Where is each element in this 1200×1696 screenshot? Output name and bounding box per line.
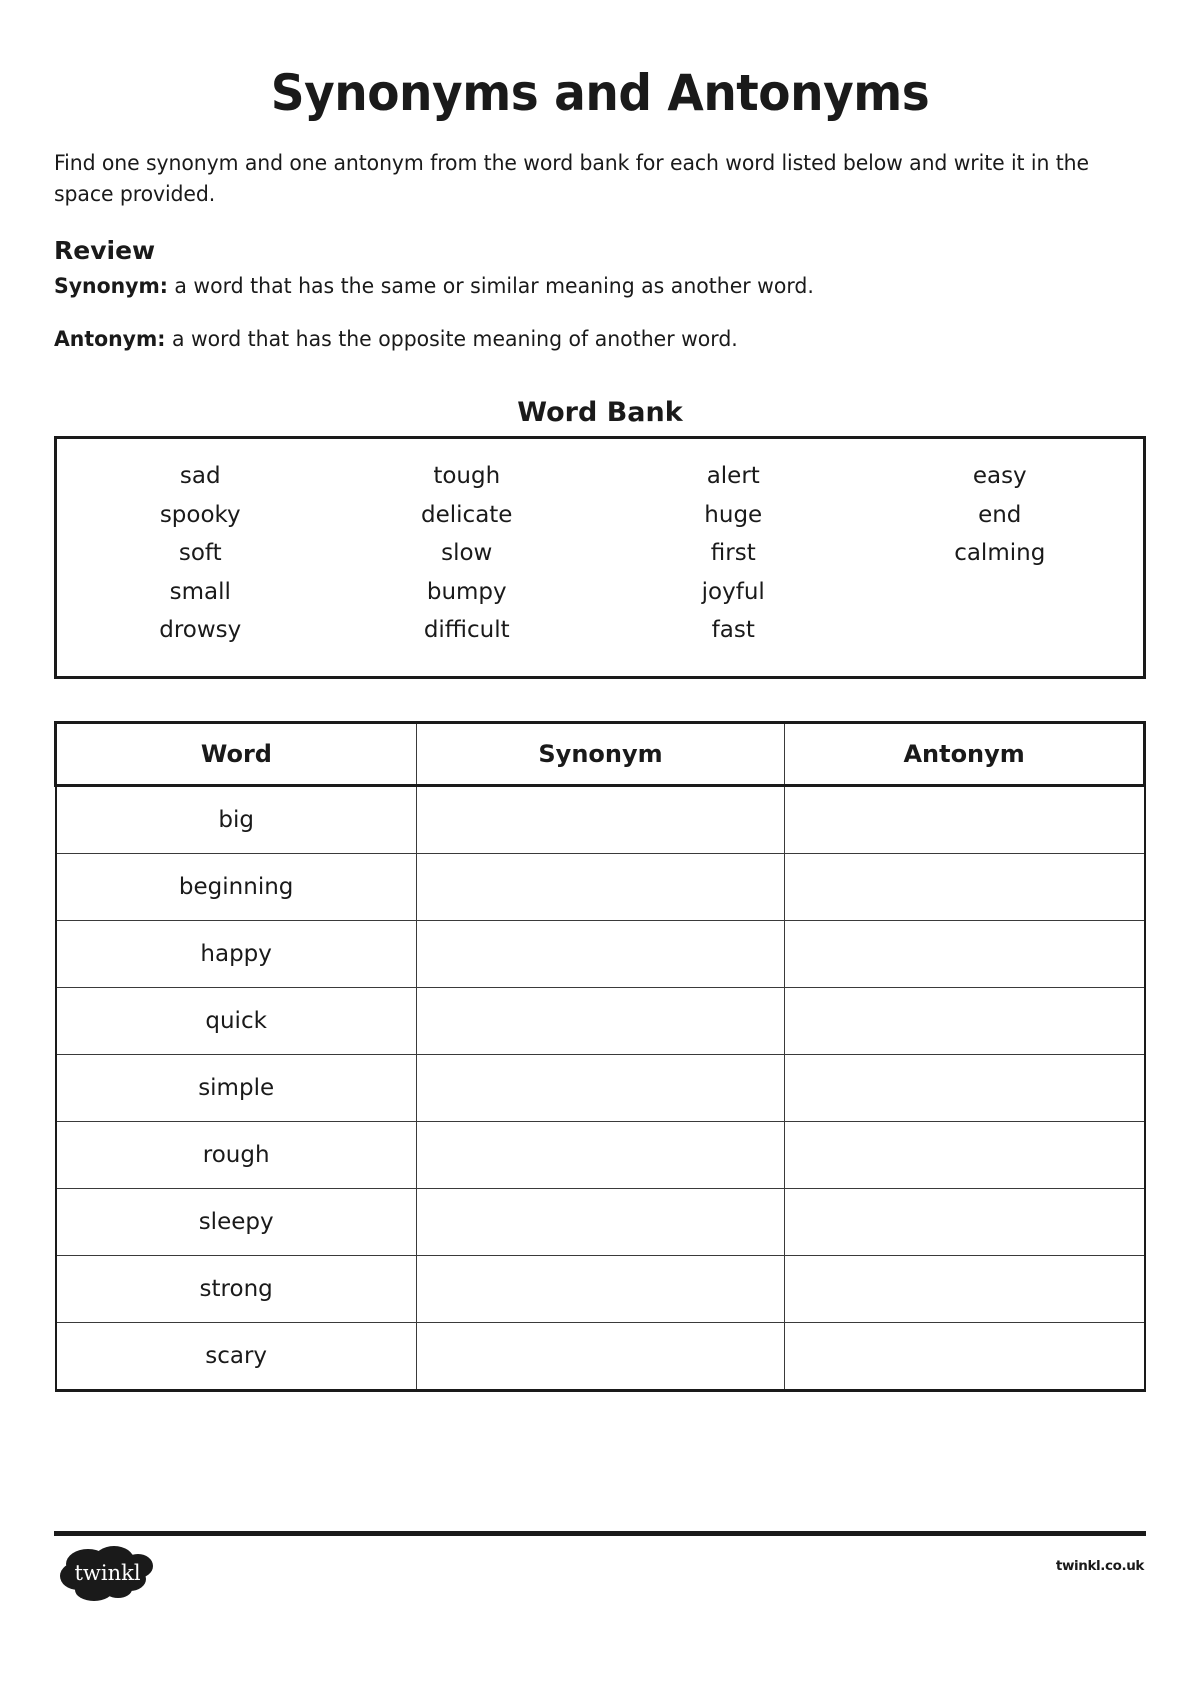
antonym-definition-line xyxy=(54,324,1091,355)
antonym-label: Antonym: xyxy=(54,327,166,353)
antonym-answer-cell[interactable] xyxy=(785,1188,1145,1255)
antonym-definition: a word that has the opposite meaning of another word. xyxy=(165,327,738,353)
word-bank-word: huge xyxy=(704,501,763,528)
table-row xyxy=(56,1054,1145,1121)
word-bank-word: soft xyxy=(178,540,222,567)
antonym-answer-cell[interactable] xyxy=(785,785,1145,853)
table-header xyxy=(56,722,1145,785)
word-bank-box xyxy=(54,436,1146,679)
page-footer xyxy=(54,1531,1146,1608)
antonym-answer-cell[interactable] xyxy=(785,920,1145,987)
column-header-word: Word xyxy=(56,722,417,785)
word-cell: big xyxy=(56,785,417,853)
answers-table xyxy=(54,721,1146,1392)
word-cell: simple xyxy=(56,1054,417,1121)
antonym-answer-cell[interactable] xyxy=(785,853,1145,920)
table-row xyxy=(56,1188,1145,1255)
word-bank-word: calming xyxy=(954,540,1046,567)
twinkl-logo-text: twinkl xyxy=(74,1561,141,1585)
word-bank-word: spooky xyxy=(159,501,241,528)
word-cell: scary xyxy=(56,1322,417,1390)
word-bank-word xyxy=(867,611,1134,650)
table-row xyxy=(56,853,1145,920)
synonym-answer-cell[interactable] xyxy=(416,1054,784,1121)
word-bank-column-1 xyxy=(67,457,334,650)
table-row xyxy=(56,987,1145,1054)
word-cell: happy xyxy=(56,920,417,987)
synonym-answer-cell[interactable] xyxy=(416,1322,784,1390)
antonym-answer-cell[interactable] xyxy=(785,1322,1145,1390)
word-bank-word: end xyxy=(978,501,1022,528)
antonym-answer-cell[interactable] xyxy=(785,1054,1145,1121)
review-heading: Review xyxy=(54,236,156,266)
antonym-answer-cell[interactable] xyxy=(785,1255,1145,1322)
footer-url[interactable]: twinkl.co.uk xyxy=(1055,1558,1144,1574)
word-bank-word: tough xyxy=(433,463,501,490)
synonym-answer-cell[interactable] xyxy=(416,785,784,853)
word-bank-word xyxy=(867,573,1134,612)
word-cell: strong xyxy=(56,1255,417,1322)
synonym-answer-cell[interactable] xyxy=(416,920,784,987)
word-bank-word: difficult xyxy=(423,617,510,644)
synonym-answer-cell[interactable] xyxy=(416,987,784,1054)
table-row xyxy=(56,1322,1145,1390)
table-header-row xyxy=(56,722,1145,785)
word-bank-word: slow xyxy=(441,540,493,567)
word-bank-title: Word Bank xyxy=(517,397,683,429)
page-title: Synonyms and Antonyms xyxy=(270,64,930,122)
word-bank-word: easy xyxy=(972,463,1027,490)
word-bank-word: alert xyxy=(706,463,760,490)
column-header-antonym: Antonym xyxy=(785,722,1145,785)
word-bank-word: fast xyxy=(711,617,755,644)
table-body xyxy=(56,785,1145,1390)
table-row xyxy=(56,1121,1145,1188)
column-header-synonym: Synonym xyxy=(416,722,784,785)
instructions-text: Find one synonym and one antonym from the word bank for each word listed below and write it in the space provided. xyxy=(54,151,1089,207)
word-bank-column-2 xyxy=(334,457,601,650)
word-bank-word: first xyxy=(710,540,756,567)
table-row xyxy=(56,1255,1145,1322)
synonym-answer-cell[interactable] xyxy=(416,1188,784,1255)
word-bank-word: bumpy xyxy=(426,578,507,605)
synonym-answer-cell[interactable] xyxy=(416,853,784,920)
word-bank-column-4 xyxy=(867,457,1134,650)
word-bank-word: small xyxy=(169,578,231,605)
word-bank-column-3 xyxy=(600,457,867,650)
table-row xyxy=(56,785,1145,853)
footer-content xyxy=(54,1536,1146,1608)
antonym-answer-cell[interactable] xyxy=(785,987,1145,1054)
word-cell: quick xyxy=(56,987,417,1054)
word-bank-word: joyful xyxy=(701,578,765,605)
word-bank-word: sad xyxy=(179,463,221,490)
word-cell: sleepy xyxy=(56,1188,417,1255)
synonym-answer-cell[interactable] xyxy=(416,1121,784,1188)
word-cell: beginning xyxy=(56,853,417,920)
twinkl-logo[interactable] xyxy=(58,1544,156,1602)
word-bank-grid xyxy=(67,457,1133,650)
synonym-definition-line xyxy=(54,271,1091,302)
synonym-definition: a word that has the same or similar meaning as another word. xyxy=(167,274,814,300)
word-cell: rough xyxy=(56,1121,417,1188)
antonym-answer-cell[interactable] xyxy=(785,1121,1145,1188)
word-bank-word: delicate xyxy=(421,501,513,528)
synonym-label: Synonym: xyxy=(54,274,168,300)
synonym-answer-cell[interactable] xyxy=(416,1255,784,1322)
table-row xyxy=(56,920,1145,987)
word-bank-word: drowsy xyxy=(159,617,242,644)
